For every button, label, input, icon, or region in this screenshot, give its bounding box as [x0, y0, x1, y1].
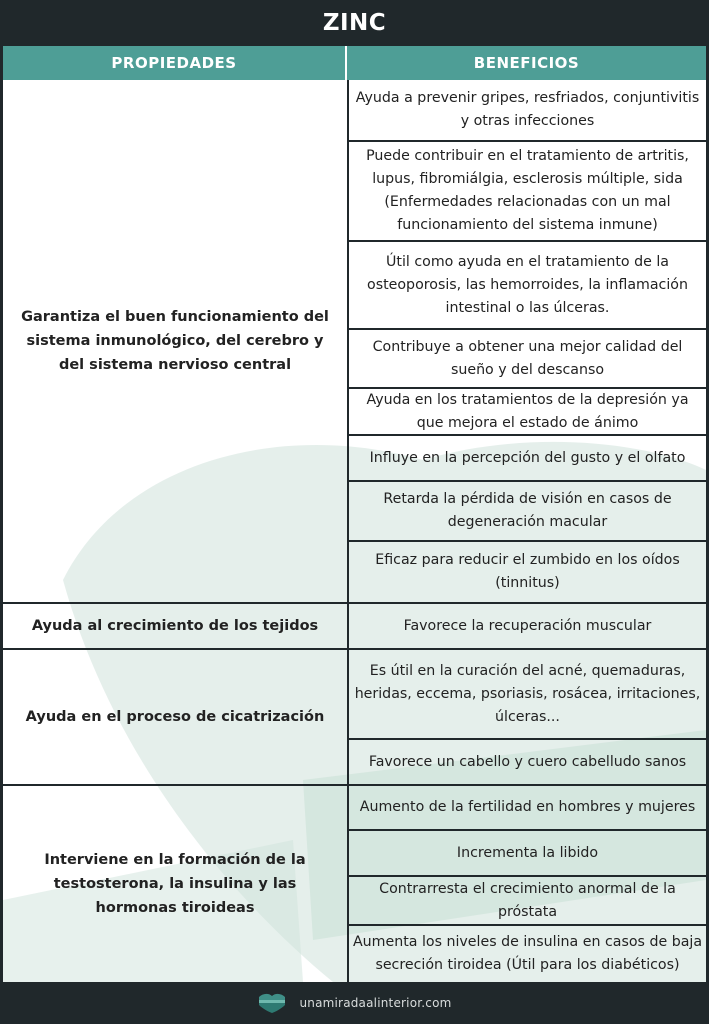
- page-title: ZINC: [0, 0, 709, 46]
- property-tissue-growth: Ayuda al crecimiento de los tejidos: [31, 618, 319, 634]
- benefit-item: Aumento de la fertilidad en hombres y mujeres: [359, 799, 696, 815]
- benefit-item: Útil como ayuda en el tratamiento de la osteoporosis, las hemorroides, la inflamación intestinal o las úlceras.: [367, 253, 688, 316]
- benefit-item: Favorece la recuperación muscular: [403, 617, 652, 634]
- property-hormones: Interviene en la formación de la testosterona, la insulina y las hormonas tiroideas: [44, 852, 306, 916]
- row-divider: [349, 387, 706, 389]
- benefit-item: Contribuye a obtener una mejor calidad del sueño y del descanso: [372, 338, 683, 378]
- benefit-item: Contrarresta el crecimiento anormal de la próstata: [379, 880, 676, 920]
- benefit-item: Puede contribuir en el tratamiento de artritis, lupus, fibromiálgia, esclerosis múltiple, sida (Enfermedades relacionadas con un mal funcionamiento del sistema inmune): [366, 148, 689, 233]
- row-divider: [349, 875, 706, 877]
- row-divider: [349, 434, 706, 436]
- row-divider: [349, 738, 706, 740]
- table-header: [3, 46, 706, 80]
- property-immune: Garantiza el buen funcionamiento del sistema inmunológico, del cerebro y del sistema nervioso central: [21, 309, 329, 373]
- row-divider: [349, 480, 706, 482]
- header-benefits: BENEFICIOS: [473, 54, 580, 72]
- footer: [0, 982, 709, 1024]
- row-divider: [349, 829, 706, 831]
- benefit-item: Eficaz para reducir el zumbido en los oídos (tinnitus): [375, 552, 680, 591]
- benefit-item: Ayuda a prevenir gripes, resfriados, conjuntivitis y otras infecciones: [355, 90, 700, 129]
- benefit-item: Ayuda en los tratamientos de la depresión ya que mejora el estado de ánimo: [366, 391, 689, 431]
- row-divider: [3, 784, 706, 786]
- zinc-table: [3, 80, 706, 982]
- site-logo-icon: [257, 992, 287, 1014]
- row-divider: [3, 602, 706, 604]
- row-divider: [349, 540, 706, 542]
- footer-site-link[interactable]: unamiradaalinterior.com: [299, 996, 452, 1010]
- row-divider: [349, 328, 706, 330]
- benefit-item: Retarda la pérdida de visión en casos de degeneración macular: [383, 491, 672, 530]
- row-divider: [3, 648, 706, 650]
- header-properties: PROPIEDADES: [3, 46, 347, 80]
- row-divider: [349, 240, 706, 242]
- property-healing: Ayuda en el proceso de cicatrización: [25, 709, 325, 725]
- benefit-item: Es útil en la curación del acné, quemaduras, heridas, eccema, psoriasis, rosácea, irritaciones, úlceras...: [354, 662, 701, 725]
- row-divider: [349, 140, 706, 142]
- benefit-item: Aumenta los niveles de insulina en casos de baja secreción tiroidea (Útil para los diabéticos): [352, 934, 703, 973]
- row-divider: [349, 924, 706, 926]
- benefit-item: Incrementa la libido: [456, 844, 599, 861]
- benefit-item: Influye en la percepción del gusto y el olfato: [369, 449, 686, 466]
- benefit-item: Favorece un cabello y cuero cabelludo sanos: [368, 753, 687, 770]
